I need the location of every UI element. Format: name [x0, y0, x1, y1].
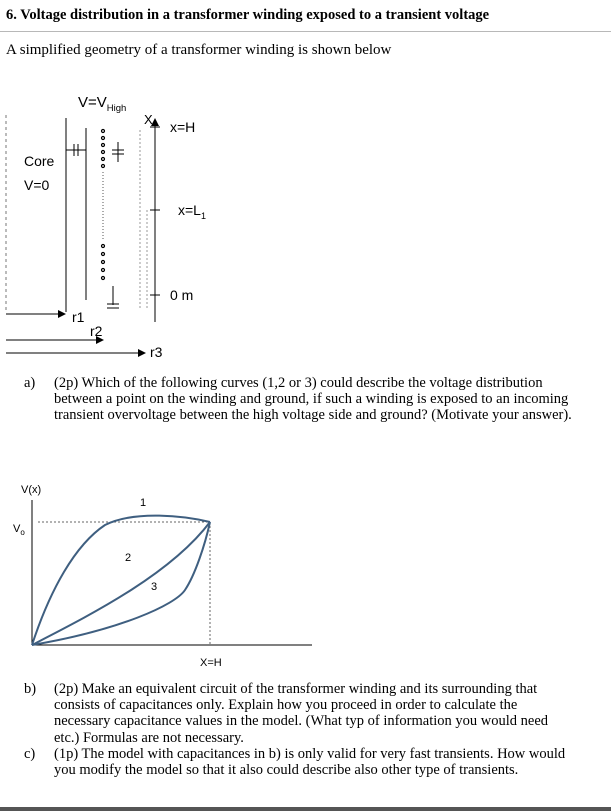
curve-2 — [32, 522, 210, 645]
question-b-label: b) — [24, 681, 37, 697]
question-c-label: c) — [24, 746, 36, 762]
bottom-border — [0, 807, 611, 811]
r3-label: r3 — [150, 344, 163, 360]
winding-diagram — [0, 0, 611, 370]
question-a-text: (2p) Which of the following curves (1,2 or 3) could describe the voltage distribution between a point on the winding and ground, if such a winding is exposed to an incoming transient overvoltage between the high voltage side and ground? (Motivate your answer). — [54, 375, 572, 424]
question-a-label: a) — [24, 375, 36, 391]
winding-turns-lower — [102, 245, 105, 280]
r3-arrowhead — [138, 349, 146, 357]
curve-2-label: 2 — [125, 552, 132, 564]
core-voltage-label: V=0 — [24, 177, 50, 193]
question-heading: 6. Voltage distribution in a transformer winding exposed to a transient voltage — [6, 7, 490, 23]
r1-label: r1 — [72, 309, 85, 325]
curve-3-label: 3 — [151, 581, 158, 593]
question-b-text: (2p) Make an equivalent circuit of the transformer winding and its surrounding that consists of capacitances only. Explain how you proceed in order to calculate the necessary capacitance values in the model. (What typ of information you would need etc.) Formulas are not necessary. — [54, 681, 549, 746]
curve-1 — [32, 516, 210, 645]
v0-label: $V_o$ — [13, 523, 25, 537]
r1-arrowhead — [58, 310, 66, 318]
curve-3 — [32, 522, 210, 645]
x-h-axis-label: X=H — [200, 657, 222, 669]
x-h-label: x=H — [170, 119, 196, 135]
y-axis-label: V(x) — [21, 484, 42, 496]
r2-label: r2 — [90, 323, 103, 339]
winding-turns-upper — [102, 130, 105, 168]
core-label: Core — [24, 153, 55, 169]
zero-m-label: 0 m — [170, 287, 194, 303]
curve-1-label: 1 — [140, 497, 147, 509]
question-c-text: (1p) The model with capacitances in b) is only valid for very fast transients. How would you modify the model so that it also could describe also other type of transients. — [54, 746, 566, 779]
intro-text: A simplified geometry of a transformer winding is shown below — [6, 42, 392, 58]
x-l1-label: $x=L_1$ — [178, 202, 206, 221]
high-voltage-label: $V=V_{High}$ — [78, 94, 127, 114]
x-axis-label: X — [144, 112, 153, 127]
